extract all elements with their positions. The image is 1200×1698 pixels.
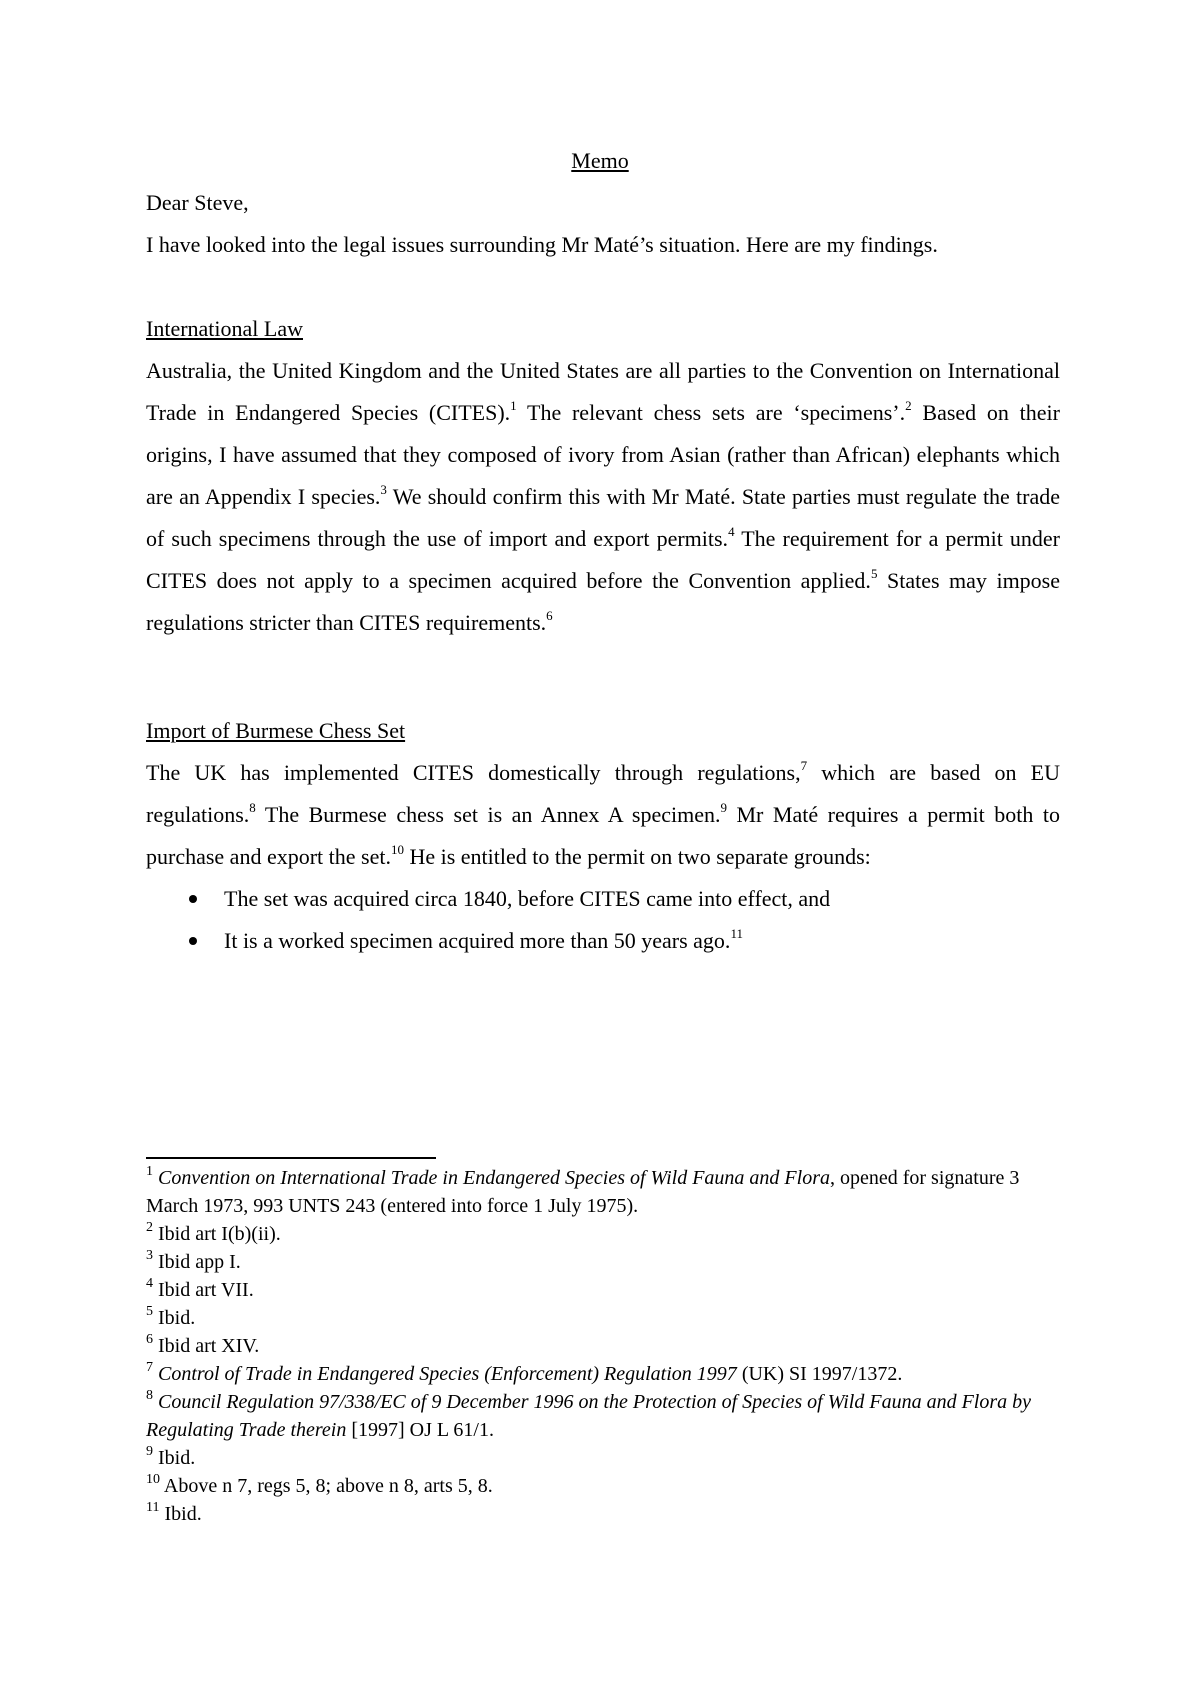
footnote: $^2$ Ibid art I(b)(ii). bbox=[146, 1220, 281, 1245]
grounds-list bbox=[146, 878, 1060, 962]
footnote-ref: 4 bbox=[728, 523, 735, 539]
footnote-ref: 10 bbox=[390, 841, 404, 857]
footnote: $^5$ Ibid. bbox=[146, 1304, 196, 1329]
footnote-ref: 9 bbox=[720, 799, 727, 815]
footnote-separator bbox=[146, 1157, 436, 1159]
footnote: $^9$ Ibid. bbox=[146, 1444, 196, 1469]
paragraph-international-law: Australia, the United Kingdom and the United States are all parties to the Convention on International Trade in Endangered Species (CITES).$^1$ The relevant chess sets are ‘specimens’.$^2$ Based on their origins, I have assumed that they composed of ivory from Asian (rather than African) elephants which are an Appendix I species.$^3$ We should confirm this with Mr Maté. State parties must regulate the trade of such specimens through the use of import and export permits.$^4$ The requirement for a permit under CITES does not apply to a specimen acquired before the Convention applied.$^5$ States may impose regulations stricter than CITES requirements.$^6$ bbox=[146, 358, 1061, 635]
footnote-ref: 11 bbox=[730, 925, 743, 941]
bullet-icon bbox=[189, 937, 197, 945]
footnote: $^8$ Council Regulation 97/338/EC of 9 December 1996 on the Protection of Species of Wild Fauna and Flora by Regulating Trade therein [1997] OJ L 61/1. bbox=[146, 1388, 1032, 1441]
footnote-ref: 7 bbox=[800, 757, 808, 773]
footnote: $^{11}$ Ibid. bbox=[146, 1500, 202, 1525]
intro-paragraph: I have looked into the legal issues surrounding Mr Maté’s situation. Here are my findings. bbox=[146, 232, 938, 257]
memo-title: Memo bbox=[571, 148, 629, 173]
section-international-law bbox=[146, 308, 1060, 644]
footnote-ref: 8 bbox=[249, 799, 256, 815]
footnote: $^{10}$ Above n 7, regs 5, 8; above n 8, arts 5, 8. bbox=[146, 1472, 493, 1497]
footnote-ref: 2 bbox=[905, 397, 912, 413]
footnote: $^7$ Control of Trade in Endangered Species (Enforcement) Regulation 1997 (UK) SI 1997/1372. bbox=[146, 1360, 903, 1385]
footnotes bbox=[146, 1164, 1060, 1528]
footnote-ref: 6 bbox=[546, 607, 553, 623]
footnote: $^6$ Ibid art XIV. bbox=[146, 1332, 260, 1357]
footnote-ref: 1 bbox=[510, 397, 517, 413]
list-item: It is a worked specimen acquired more than 50 years ago.$^{11}$ bbox=[146, 920, 1060, 962]
list-item: The set was acquired circa 1840, before CITES came into effect, and bbox=[146, 878, 1060, 920]
section-import-burmese bbox=[146, 710, 1060, 962]
footnote-ref: 3 bbox=[380, 481, 387, 497]
footnote: $^1$ Convention on International Trade in Endangered Species of Wild Fauna and Flora, opened for signature 3 March 1973, 993 UNTS 243 (entered into force 1 July 1975). bbox=[146, 1164, 1020, 1217]
paragraph-import: The UK has implemented CITES domestically through regulations,$^7$ which are based on EU regulations.$^8$ The Burmese chess set is an Annex A specimen.$^9$ Mr Maté requires a permit both to purchase and export the set.$^{10}$ He is entitled to the permit on two separate grounds: bbox=[146, 757, 1060, 869]
footnote-ref: 5 bbox=[870, 565, 878, 581]
footnote: $^4$ Ibid art VII. bbox=[146, 1276, 254, 1301]
bullet-icon bbox=[189, 895, 197, 903]
section-heading: Import of Burmese Chess Set bbox=[146, 718, 406, 743]
memo-body bbox=[146, 182, 1060, 266]
footnote: $^3$ Ibid app I. bbox=[146, 1248, 241, 1273]
section-heading: International Law bbox=[146, 316, 303, 341]
salutation: Dear Steve, bbox=[146, 190, 249, 215]
